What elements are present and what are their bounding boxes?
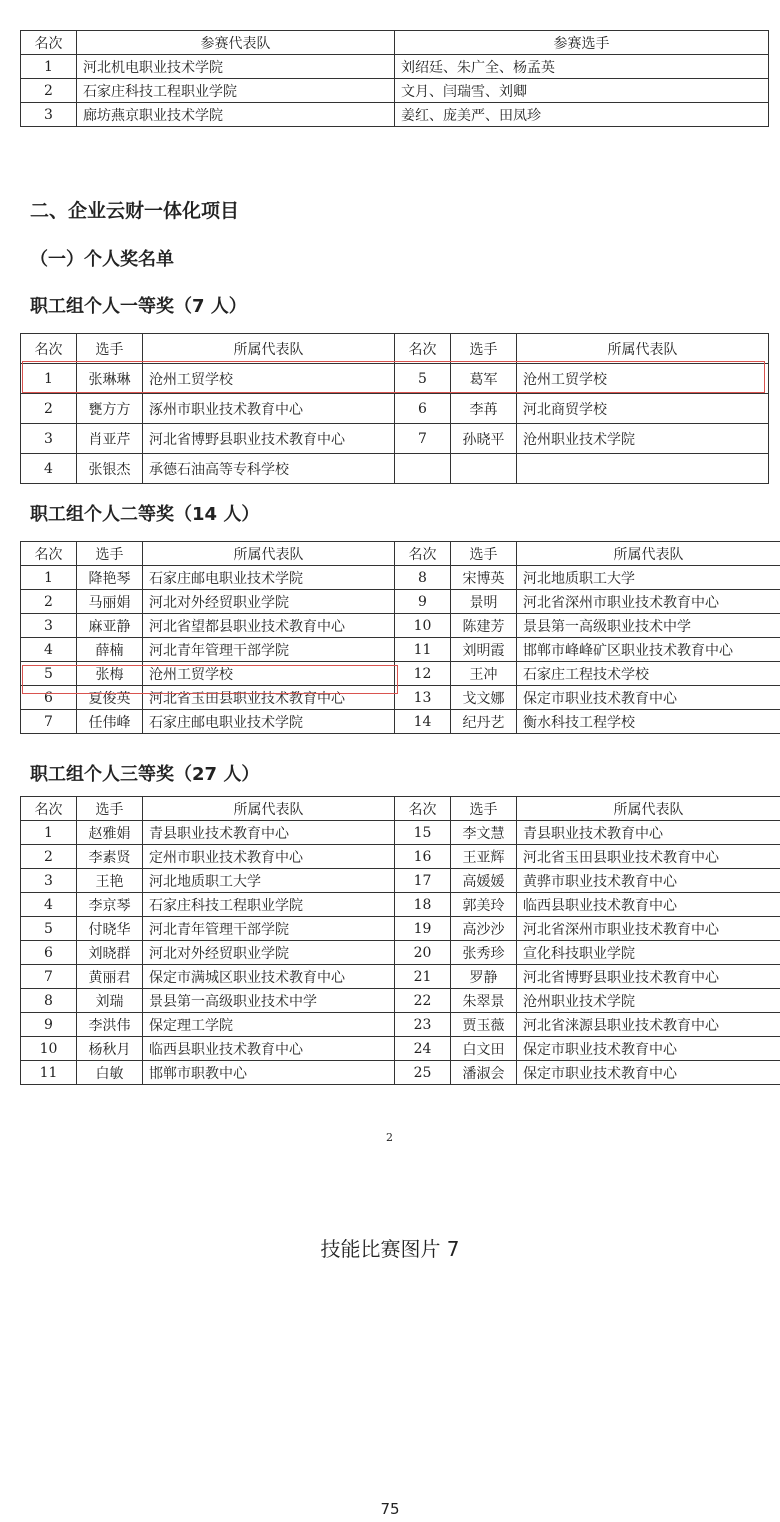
col-rank-header: 名次 <box>21 334 77 364</box>
table-row <box>21 103 769 127</box>
player-cell: 戈文娜 <box>451 686 517 710</box>
team-cell: 保定市职业技术教育中心 <box>517 686 780 710</box>
team-cell: 河北机电职业技术学院 <box>77 55 395 79</box>
team-cell: 景县第一高级职业技术中学 <box>517 614 780 638</box>
col-player-header: 选手 <box>77 797 143 821</box>
rank-cell: 7 <box>21 710 77 734</box>
player-cell: 孙晓平 <box>451 424 517 454</box>
col-player-header: 选手 <box>451 797 517 821</box>
table-header-row <box>21 334 769 364</box>
team-cell: 临西县职业技术教育中心 <box>143 1037 395 1061</box>
rank-cell: 10 <box>395 614 451 638</box>
team-cell: 邯郸市峰峰矿区职业技术教育中心 <box>517 638 780 662</box>
col-team-header: 所属代表队 <box>143 797 395 821</box>
table-row <box>21 821 780 845</box>
player-cell: 贾玉薇 <box>451 1013 517 1037</box>
player-cell <box>451 454 517 484</box>
rank-cell: 14 <box>395 710 451 734</box>
rank-cell: 4 <box>21 893 77 917</box>
rank-cell: 22 <box>395 989 451 1013</box>
col-team-header: 所属代表队 <box>517 542 780 566</box>
col-player-header: 选手 <box>77 542 143 566</box>
rank-cell: 2 <box>21 79 77 103</box>
players-cell: 姜红、庞美严、田凤珍 <box>395 103 769 127</box>
players-cell: 刘绍廷、朱广全、杨孟英 <box>395 55 769 79</box>
team-cell: 青县职业技术教育中心 <box>143 821 395 845</box>
table-row <box>21 989 780 1013</box>
player-cell: 麻亚静 <box>77 614 143 638</box>
rank-cell: 11 <box>395 638 451 662</box>
col-rank-header: 名次 <box>395 542 451 566</box>
rank-cell: 1 <box>21 55 77 79</box>
player-cell: 赵雅娟 <box>77 821 143 845</box>
col-team-header: 所属代表队 <box>143 334 395 364</box>
rank-cell: 9 <box>395 590 451 614</box>
player-cell: 刘明霞 <box>451 638 517 662</box>
rank-cell: 1 <box>21 821 77 845</box>
table-header-row <box>21 797 780 821</box>
table-row <box>21 424 769 454</box>
player-cell: 葛军 <box>451 364 517 394</box>
player-cell: 李文慧 <box>451 821 517 845</box>
highlight-box-first-prize <box>22 361 765 393</box>
rank-cell: 24 <box>395 1037 451 1061</box>
player-cell: 肖亚芹 <box>77 424 143 454</box>
highlight-box-second-prize <box>22 665 398 694</box>
team-cell: 沧州工贸学校 <box>143 364 395 394</box>
player-cell: 刘瑞 <box>77 989 143 1013</box>
rank-cell: 2 <box>21 394 77 424</box>
table-row <box>21 893 780 917</box>
rank-cell: 3 <box>21 869 77 893</box>
team-cell: 邯郸市职教中心 <box>143 1061 395 1085</box>
team-cell: 定州市职业技术教育中心 <box>143 845 395 869</box>
table-row <box>21 590 780 614</box>
player-cell: 纪丹艺 <box>451 710 517 734</box>
rank-cell: 7 <box>395 424 451 454</box>
section-title: 二、企业云财一体化项目 <box>30 200 240 222</box>
team-cell: 沧州工贸学校 <box>143 662 395 686</box>
team-cell: 河北省深州市职业技术教育中心 <box>517 917 780 941</box>
footer-page-number: 75 <box>380 1500 400 1518</box>
rank-cell: 11 <box>21 1061 77 1085</box>
team-cell: 黄骅市职业技术教育中心 <box>517 869 780 893</box>
team-cell: 河北地质职工大学 <box>517 566 780 590</box>
team-cell: 河北商贸学校 <box>517 394 769 424</box>
col-rank-header: 名次 <box>21 31 77 55</box>
table-row <box>21 1013 780 1037</box>
player-cell: 甕方方 <box>77 394 143 424</box>
rank-cell: 2 <box>21 590 77 614</box>
rank-cell: 5 <box>21 917 77 941</box>
table-row <box>21 1061 780 1085</box>
page-number: 2 <box>386 1131 393 1144</box>
player-cell: 杨秋月 <box>77 1037 143 1061</box>
table-row <box>21 869 780 893</box>
player-cell: 陈建芳 <box>451 614 517 638</box>
player-cell: 王艳 <box>77 869 143 893</box>
rank-cell: 23 <box>395 1013 451 1037</box>
team-cell: 青县职业技术教育中心 <box>517 821 780 845</box>
player-cell: 李苒 <box>451 394 517 424</box>
rank-cell: 8 <box>21 989 77 1013</box>
team-cell: 河北地质职工大学 <box>143 869 395 893</box>
team-cell: 石家庄邮电职业技术学院 <box>143 566 395 590</box>
col-team-header: 参赛代表队 <box>77 31 395 55</box>
table-header-row <box>21 31 769 55</box>
team-cell: 保定理工学院 <box>143 1013 395 1037</box>
player-cell: 罗静 <box>451 965 517 989</box>
player-cell: 刘晓群 <box>77 941 143 965</box>
rank-cell: 17 <box>395 869 451 893</box>
player-cell: 白文田 <box>451 1037 517 1061</box>
table-row <box>21 1037 780 1061</box>
player-cell: 景明 <box>451 590 517 614</box>
team-cell: 保定市职业技术教育中心 <box>517 1061 780 1085</box>
player-cell: 高媛媛 <box>451 869 517 893</box>
rank-cell: 5 <box>395 364 451 394</box>
rank-cell: 5 <box>21 662 77 686</box>
team-cell: 河北省望都县职业技术教育中心 <box>143 614 395 638</box>
col-rank-header: 名次 <box>21 542 77 566</box>
player-cell: 张秀珍 <box>451 941 517 965</box>
rank-cell <box>395 454 451 484</box>
team-cell: 涿州市职业技术教育中心 <box>143 394 395 424</box>
col-team-header: 所属代表队 <box>517 334 769 364</box>
second-prize-table <box>20 541 780 734</box>
col-player-header: 选手 <box>451 334 517 364</box>
player-cell: 王冲 <box>451 662 517 686</box>
team-cell: 沧州工贸学校 <box>517 364 769 394</box>
rank-cell: 15 <box>395 821 451 845</box>
player-cell: 张琳琳 <box>77 364 143 394</box>
player-cell: 李素贤 <box>77 845 143 869</box>
player-cell: 付晓华 <box>77 917 143 941</box>
rank-cell: 7 <box>21 965 77 989</box>
team-cell: 廊坊燕京职业技术学院 <box>77 103 395 127</box>
table-row <box>21 917 780 941</box>
team-cell: 保定市职业技术教育中心 <box>517 1037 780 1061</box>
team-cell: 衡水科技工程学校 <box>517 710 780 734</box>
team-cell: 沧州职业技术学院 <box>517 989 780 1013</box>
team-cell: 宣化科技职业学院 <box>517 941 780 965</box>
player-cell: 任伟峰 <box>77 710 143 734</box>
rank-cell: 6 <box>395 394 451 424</box>
player-cell: 马丽娟 <box>77 590 143 614</box>
rank-cell: 3 <box>21 424 77 454</box>
rank-cell: 6 <box>21 941 77 965</box>
table-row <box>21 941 780 965</box>
team-cell: 沧州职业技术学院 <box>517 424 769 454</box>
first-prize-table <box>20 333 769 484</box>
col-team-header: 所属代表队 <box>143 542 395 566</box>
table-row <box>21 638 780 662</box>
team-cell: 河北省玉田县职业技术教育中心 <box>143 686 395 710</box>
rank-cell: 6 <box>21 686 77 710</box>
rank-cell: 1 <box>21 566 77 590</box>
rank-cell: 25 <box>395 1061 451 1085</box>
rank-cell: 18 <box>395 893 451 917</box>
table-row <box>21 454 769 484</box>
team-cell: 河北对外经贸职业学院 <box>143 590 395 614</box>
table-row <box>21 614 780 638</box>
team-cell: 河北省玉田县职业技术教育中心 <box>517 845 780 869</box>
player-cell: 张梅 <box>77 662 143 686</box>
first-prize-title: 职工组个人一等奖（7 人） <box>30 296 247 317</box>
rank-cell: 12 <box>395 662 451 686</box>
rank-cell: 3 <box>21 103 77 127</box>
team-cell: 河北青年管理干部学院 <box>143 638 395 662</box>
table-row <box>21 55 769 79</box>
player-cell: 降艳琴 <box>77 566 143 590</box>
col-rank-header: 名次 <box>395 797 451 821</box>
player-cell: 宋博英 <box>451 566 517 590</box>
rank-cell: 3 <box>21 614 77 638</box>
player-cell: 李京琴 <box>77 893 143 917</box>
col-team-header: 所属代表队 <box>517 797 780 821</box>
rank-cell: 9 <box>21 1013 77 1037</box>
player-cell: 王亚辉 <box>451 845 517 869</box>
image-caption: 技能比赛图片 7 <box>320 1237 460 1261</box>
team-cell: 河北省涞源县职业技术教育中心 <box>517 1013 780 1037</box>
rank-cell: 10 <box>21 1037 77 1061</box>
third-prize-title: 职工组个人三等奖（27 人） <box>30 764 260 785</box>
table-row <box>21 965 780 989</box>
player-cell: 夏俊英 <box>77 686 143 710</box>
rank-cell: 13 <box>395 686 451 710</box>
team-cell: 承德石油高等专科学校 <box>143 454 395 484</box>
rank-cell: 19 <box>395 917 451 941</box>
rank-cell: 8 <box>395 566 451 590</box>
team-cell: 河北省博野县职业技术教育中心 <box>143 424 395 454</box>
team-cell: 石家庄科技工程职业学院 <box>77 79 395 103</box>
team-cell <box>517 454 769 484</box>
table-row <box>21 79 769 103</box>
team-cell: 河北省博野县职业技术教育中心 <box>517 965 780 989</box>
rank-cell: 21 <box>395 965 451 989</box>
team-award-table <box>20 30 769 127</box>
table-row <box>21 394 769 424</box>
team-cell: 景县第一高级职业技术中学 <box>143 989 395 1013</box>
player-cell: 潘淑会 <box>451 1061 517 1085</box>
rank-cell: 1 <box>21 364 77 394</box>
rank-cell: 4 <box>21 638 77 662</box>
table-row <box>21 566 780 590</box>
second-prize-title: 职工组个人二等奖（14 人） <box>30 504 260 525</box>
players-cell: 文月、闫瑞雪、刘卿 <box>395 79 769 103</box>
team-cell: 临西县职业技术教育中心 <box>517 893 780 917</box>
rank-cell: 16 <box>395 845 451 869</box>
table-header-row <box>21 542 780 566</box>
rank-cell: 2 <box>21 845 77 869</box>
team-cell: 河北青年管理干部学院 <box>143 917 395 941</box>
player-cell: 黄丽君 <box>77 965 143 989</box>
rank-cell: 4 <box>21 454 77 484</box>
player-cell: 郭美玲 <box>451 893 517 917</box>
team-cell: 石家庄邮电职业技术学院 <box>143 710 395 734</box>
third-prize-table <box>20 796 780 1085</box>
col-players-header: 参赛选手 <box>395 31 769 55</box>
player-cell: 李洪伟 <box>77 1013 143 1037</box>
table-row <box>21 710 780 734</box>
team-cell: 保定市满城区职业技术教育中心 <box>143 965 395 989</box>
subsection-title: （一）个人奖名单 <box>30 249 174 270</box>
team-cell: 河北对外经贸职业学院 <box>143 941 395 965</box>
player-cell: 朱翠景 <box>451 989 517 1013</box>
col-rank-header: 名次 <box>395 334 451 364</box>
player-cell: 白敏 <box>77 1061 143 1085</box>
player-cell: 张银杰 <box>77 454 143 484</box>
col-player-header: 选手 <box>451 542 517 566</box>
col-player-header: 选手 <box>77 334 143 364</box>
team-cell: 石家庄工程技术学校 <box>517 662 780 686</box>
team-cell: 河北省深州市职业技术教育中心 <box>517 590 780 614</box>
table-row <box>21 845 780 869</box>
player-cell: 薛楠 <box>77 638 143 662</box>
team-cell: 石家庄科技工程职业学院 <box>143 893 395 917</box>
rank-cell: 20 <box>395 941 451 965</box>
player-cell: 高沙沙 <box>451 917 517 941</box>
col-rank-header: 名次 <box>21 797 77 821</box>
